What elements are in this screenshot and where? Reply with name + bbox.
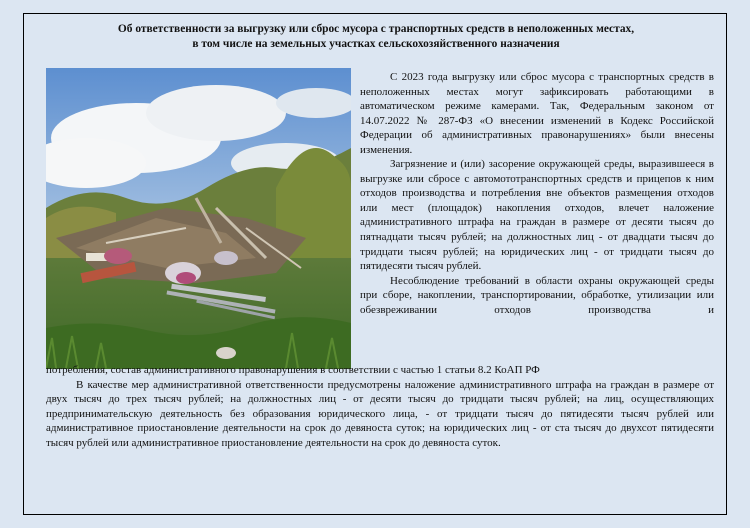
bottom-text <box>46 363 714 450</box>
document-page <box>23 13 727 515</box>
title-line-2: в том числе на земельных участках сельскохозяйственного назначения <box>192 37 560 50</box>
right-column-text <box>360 70 714 317</box>
illegal-dump-photo <box>46 68 351 369</box>
title-line-1: Об ответственности за выгрузку или сброс мусора с транспортных средств в неположенных местах, <box>117 23 635 35</box>
dump-photo-image <box>46 68 351 369</box>
document-title <box>64 22 688 51</box>
paragraph-administrative-measures: В качестве мер административной ответственности предусмотрены наложение административного штрафа на граждан в размере от двух тысяч до трех тысяч рублей; на должностных лиц - от десяти тысяч до тридцати тысяч рублей; на лиц, осуществляющих предпринимательскую деятельность без образования юридического лица, - от тридцати тысяч до пятидесяти тысяч рублей или административное приостановление деятельности на срок до девяноста суток; на юридических лиц - от ста тысяч до двухсот пятидесяти тысяч рублей или административное приостановление деятельности на срок до девяноста суток. <box>46 378 714 449</box>
paragraph-requirements-end: потребления, состав административного правонарушения в соответствии с частью 1 статьи 8.2 КоАП РФ <box>46 364 540 376</box>
paragraph-camera-fixation: С 2023 года выгрузку или сброс мусора с транспортных средств в неположенных местах могут зафиксировать работающими в автоматическом режиме камерами. Так, Федеральным законом от 14.07.2022 № 287-ФЗ «О внесении изменений в Кодекс Российской Федерации об административных правонарушениях» были внесены изменения. <box>360 71 714 156</box>
paragraph-requirements-start: Несоблюдение требований в области охраны окружающей среды при сборе, накоплении, транспортировании, обработке, утилизации или обезвреживании отходов производства и <box>360 274 714 316</box>
paragraph-pollution-fines: Загрязнение и (или) засорение окружающей среды, выразившееся в выгрузке или сбросе с автомототранспортных средств и прицепов к ним отходов производства и потребления вне объектов размещения отходов или мест (площадок) накопления отходов, влечет наложение административного штрафа на граждан в размере от десяти тысяч до пятнадцати тысяч рублей; на должностных лиц - от двадцати тысяч до тридцати тысяч рублей; на юридических лиц - от тридцати тысяч до пятидесяти тысяч рублей. <box>360 158 714 273</box>
